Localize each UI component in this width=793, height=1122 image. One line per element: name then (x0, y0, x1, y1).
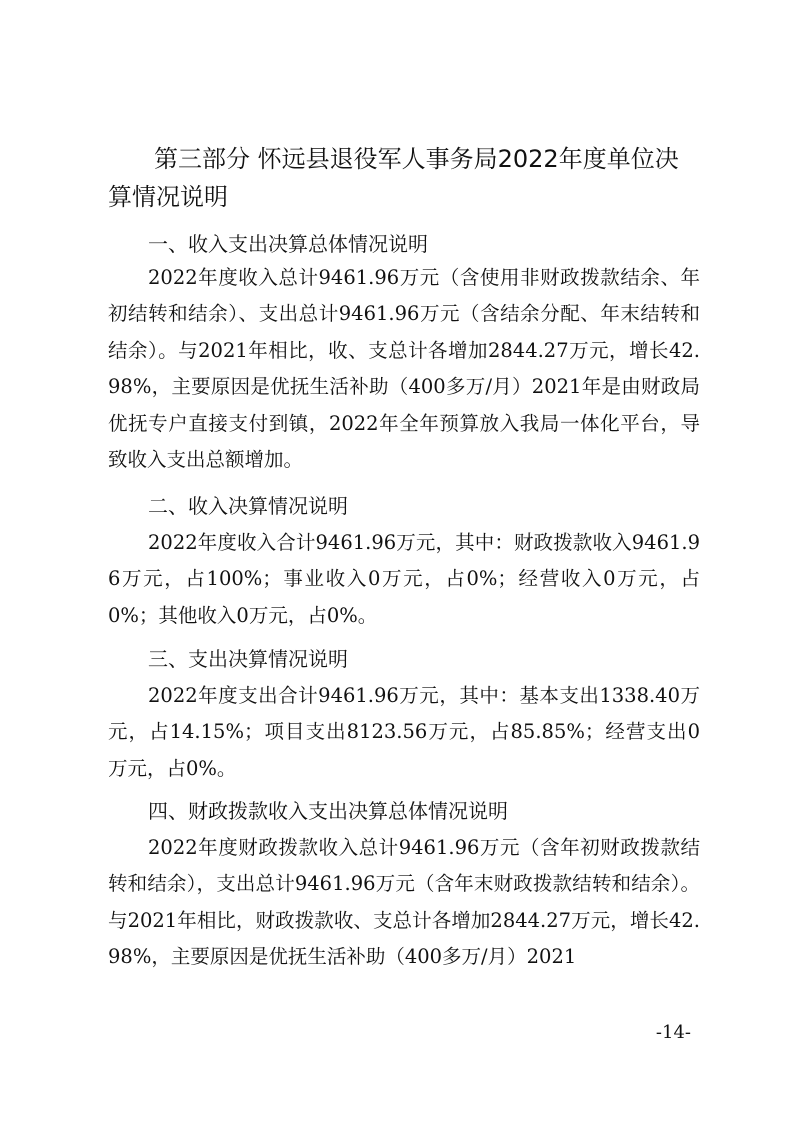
section-heading-3: 三、支出决算情况说明 (148, 647, 348, 671)
page-title: 第三部分 怀远县退役军人事务局2022年度单位决算情况说明 (108, 145, 679, 211)
section-heading-4: 四、财政拨款收入支出决算总体情况说明 (148, 799, 508, 823)
section-paragraph-3: 2022年度支出合计9461.96万元，其中：基本支出1338.40万元，占14.15%；项目支出8123.56万元，占85.85%；经营支出0万元，占0%。 (108, 684, 700, 780)
page-number: -14- (655, 1022, 691, 1043)
section-heading-1: 一、收入支出决算总体情况说明 (148, 232, 428, 256)
section-paragraph-4: 2022年度财政拨款收入总计9461.96万元（含年初财政拨款结转和结余），支出总计9461.96万元（含年末财政拨款结转和结余）。与2021年相比，财政拨款收、支总计各增加2844.27万元，增长42.98%，主要原因是优抚生活补助（400多万/月）2021 (108, 836, 700, 969)
section-paragraph-2: 2022年度收入合计9461.96万元，其中：财政拨款收入9461.96万元，占100%；事业收入0万元，占0%；经营收入0万元，占0%；其他收入0万元，占0%。 (108, 531, 700, 627)
section-heading-2: 二、收入决算情况说明 (148, 494, 348, 518)
section-paragraph-1: 2022年度收入总计9461.96万元（含使用非财政拨款结余、年初结转和结余）、支出总计9461.96万元（含结余分配、年末结转和结余）。与2021年相比，收、支总计各增加2844.27万元，增长42.98%，主要原因是优抚生活补助（400多万/月）2021年是由财政局优抚专户直接支付到镇，2022年全年预算放入我局一体化平台，导致收入支出总额增加。 (108, 266, 700, 472)
